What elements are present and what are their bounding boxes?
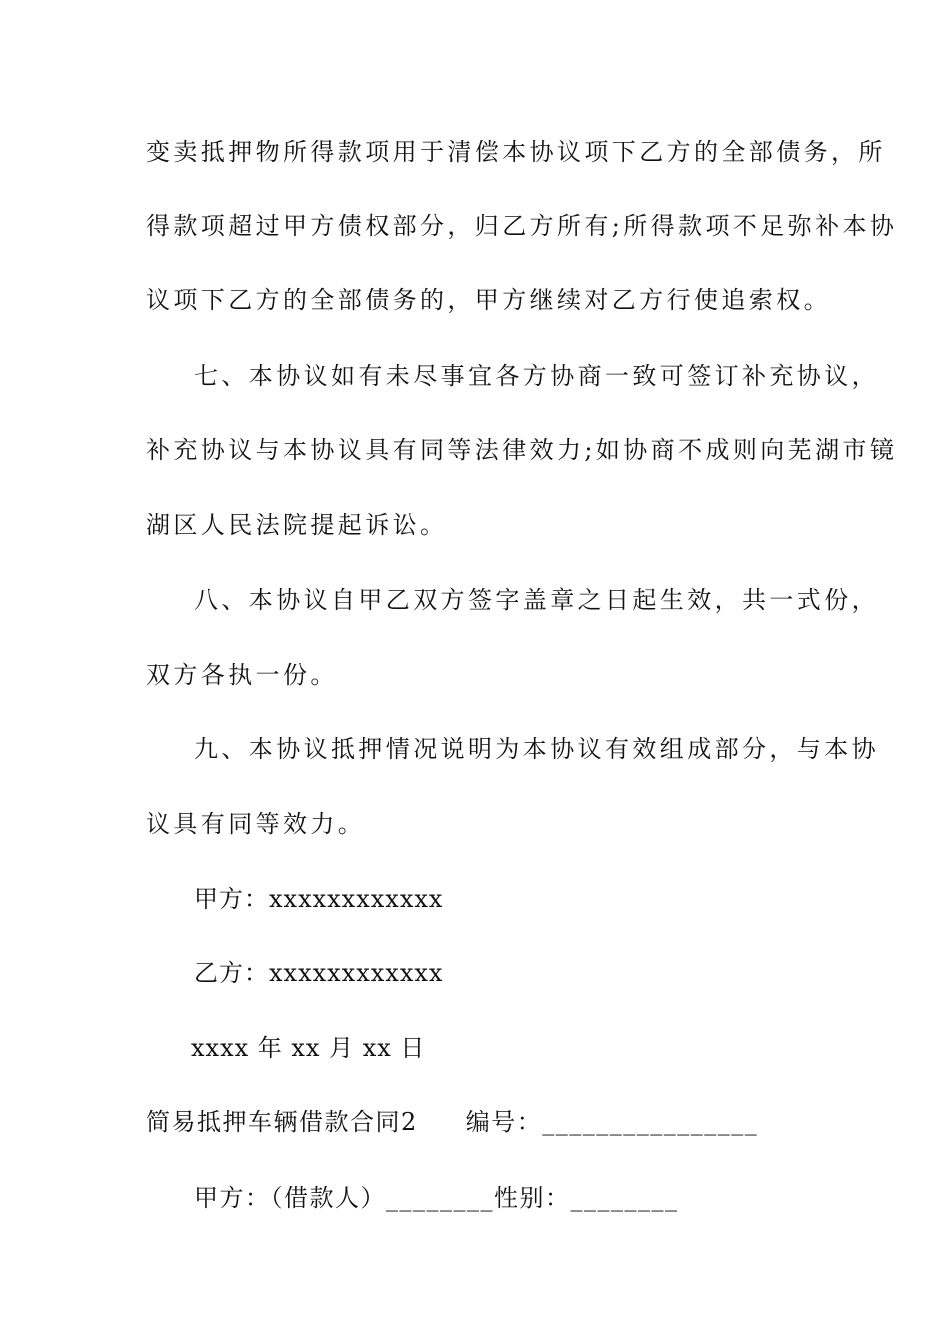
paragraph-line: 得款项超过甲方债权部分，归乙方所有;所得款项不足弥补本协 bbox=[146, 212, 898, 240]
clause-8-line: 八、本协议自甲乙双方签字盖章之日起生效，共一式份， bbox=[194, 586, 879, 614]
clause-7-line: 七、本协议如有未尽事宜各方协商一致可签订补充协议， bbox=[194, 362, 879, 390]
paragraph-line: 议项下乙方的全部债务的，甲方继续对乙方行使追索权。 bbox=[146, 286, 831, 314]
clause-9-line: 九、本协议抵押情况说明为本协议有效组成部分，与本协 bbox=[194, 735, 879, 763]
contract-title: 简易抵押车辆借款合同2 bbox=[146, 1108, 418, 1136]
paragraph-line: 补充协议与本协议具有同等法律效力;如协商不成则向芜湖市镜 bbox=[146, 436, 898, 464]
borrower-line: 甲方：（借款人）________性别：________ bbox=[194, 1184, 679, 1212]
signature-date: xxxx 年 xx 月 xx 日 bbox=[191, 1034, 426, 1062]
paragraph-line: 双方各执一份。 bbox=[146, 661, 338, 689]
contract-number: 编号：________________ bbox=[465, 1108, 759, 1136]
party-a-signature: 甲方：xxxxxxxxxxxx bbox=[194, 885, 444, 913]
paragraph-line: 议具有同等效力。 bbox=[146, 810, 366, 838]
paragraph-line: 湖区人民法院提起诉讼。 bbox=[146, 511, 448, 539]
contract-title-row bbox=[146, 1107, 816, 1137]
paragraph-line: 变卖抵押物所得款项用于清偿本协议项下乙方的全部债务，所 bbox=[146, 138, 886, 166]
party-b-signature: 乙方：xxxxxxxxxxxx bbox=[194, 959, 444, 987]
